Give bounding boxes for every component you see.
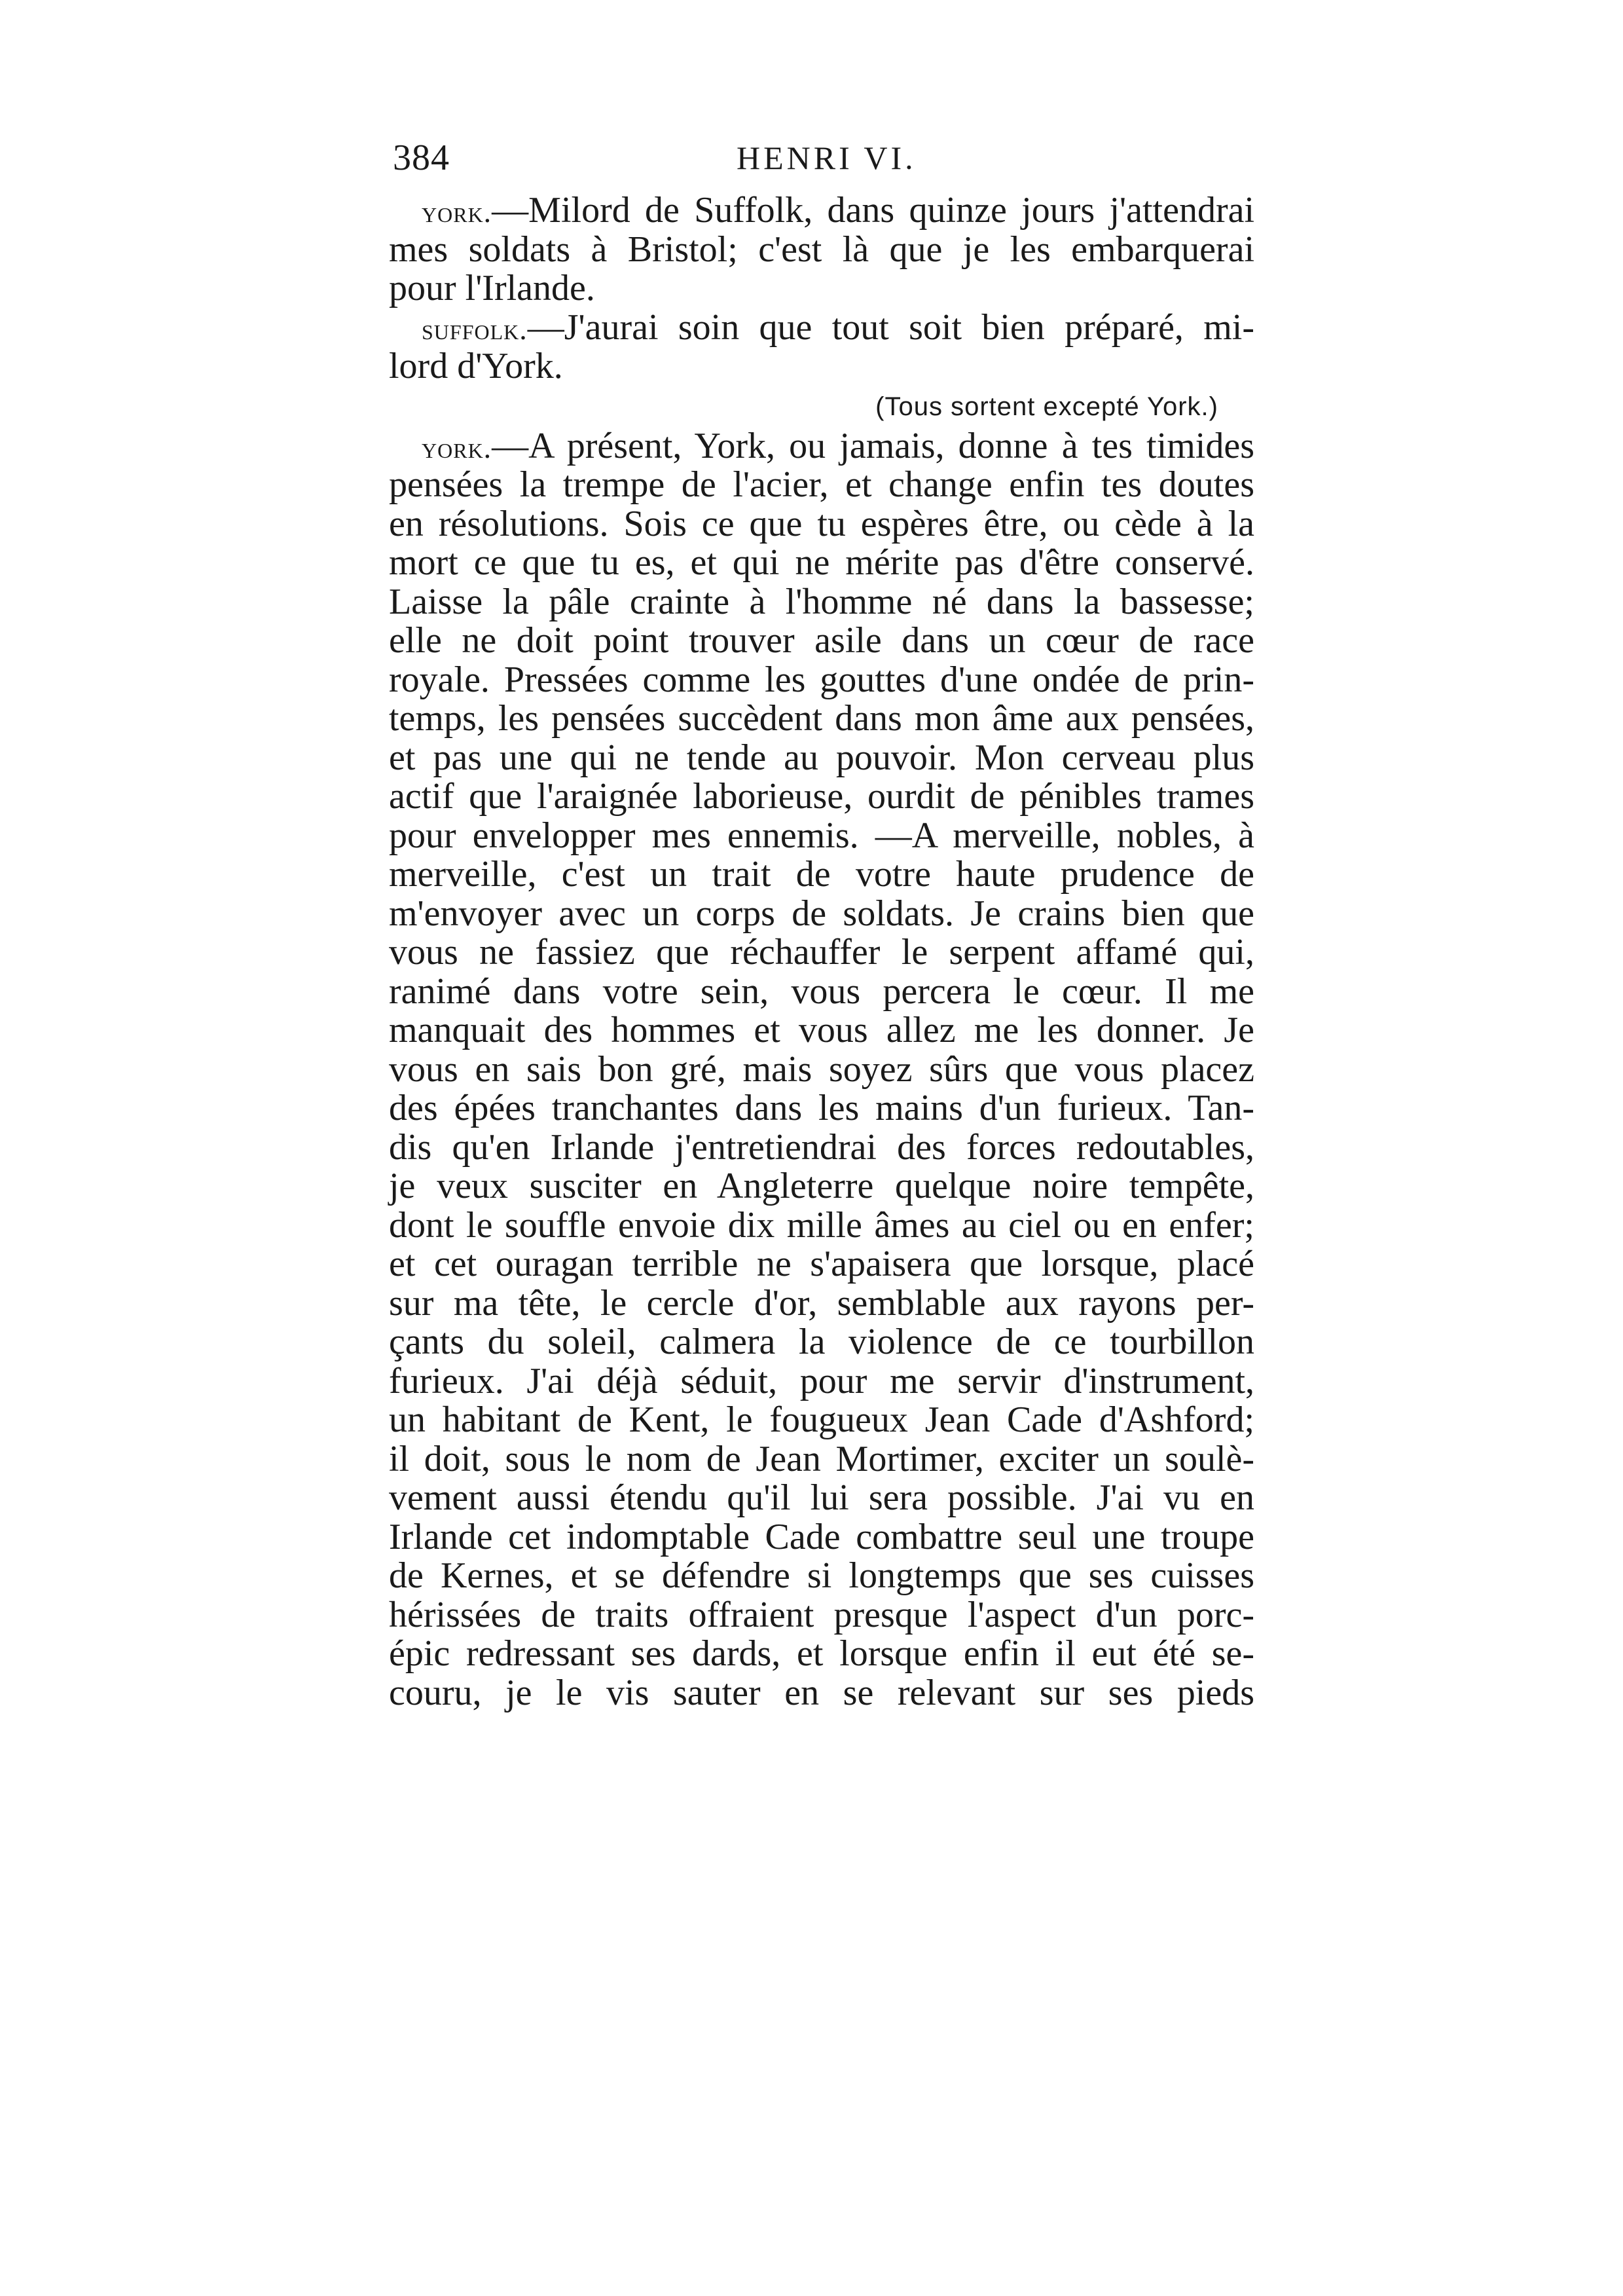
speech-text: —J'aurai soin que tout soit bien préparé, mi- (527, 306, 1254, 348)
text-line: Laisse la pâle crainte à l'homme né dans la bassesse; (389, 581, 1254, 622)
speaker-name: york. (422, 195, 492, 229)
text-line: dont le souffle envoie dix mille âmes au ciel ou en enfer; (389, 1204, 1254, 1246)
text-line: temps, les pensées succèdent dans mon âme aux pensées, (389, 698, 1254, 739)
text-line: pensées la trempe de l'acier, et change enfin tes doutes (389, 464, 1254, 505)
text-line: des épées tranchantes dans les mains d'un furieux. Tan- (389, 1088, 1254, 1128)
text-line: Irlande cet indomptable Cade combattre seul une troupe (389, 1516, 1254, 1557)
text-line: couru, je le vis sauter en se relevant sur ses pieds (389, 1672, 1254, 1713)
text-line: épic redressant ses dards, et lorsque enfin il eut été se- (389, 1633, 1254, 1674)
speaker-name: suffolk. (422, 312, 528, 346)
text-line: ranimé dans votre sein, vous percera le cœur. Il me (389, 971, 1254, 1012)
text-line: vous ne fassiez que réchauffer le serpent affamé qui, (389, 932, 1254, 972)
body-text (389, 191, 1254, 1713)
text-line: elle ne doit point trouver asile dans un cœur de race (389, 620, 1254, 661)
text-line: mort ce que tu es, et qui ne mérite pas d'être conservé. (389, 542, 1254, 583)
text-line: je veux susciter en Angleterre quelque noire tempête, (389, 1166, 1254, 1206)
text-line: en résolutions. Sois ce que tu espères être, ou cède à la (389, 503, 1254, 544)
speaker-name: york. (422, 430, 492, 464)
text-line: lord d'York. (389, 346, 563, 386)
text-line: pour l'Irlande. (389, 268, 595, 308)
text-line: vement aussi étendu qu'il lui sera possible. J'ai vu en (389, 1477, 1254, 1518)
text-line: vous en sais bon gré, mais soyez sûrs que vous placez (389, 1048, 1254, 1090)
stage-direction: (Tous sortent excepté York.) (875, 392, 1218, 421)
text-line: mes soldats à Bristol; c'est là que je les embarquerai (389, 229, 1254, 270)
page-header (393, 128, 1254, 187)
text-line: sur ma tête, le cercle d'or, semblable aux rayons per- (389, 1282, 1254, 1324)
text-line: il doit, sous le nom de Jean Mortimer, exciter un soulè- (389, 1438, 1254, 1479)
speech-text: —Milord de Suffolk, dans quinze jours j'attendrai (492, 190, 1254, 231)
text-line: dis qu'en Irlande j'entretiendrai des forces redoutables, (389, 1126, 1254, 1168)
text-line: m'envoyer avec un corps de soldats. Je crains bien que (389, 893, 1254, 934)
text-line: merveille, c'est un trait de votre haute prudence de (389, 854, 1254, 895)
text-line (389, 427, 1254, 466)
text-line: et cet ouragan terrible ne s'apaisera que lorsque, placé (389, 1244, 1254, 1284)
text-line: furieux. J'ai déjà séduit, pour me servir d'instrument, (389, 1360, 1254, 1401)
text-line: hérissées de traits offraient presque l'aspect d'un porc- (389, 1594, 1254, 1635)
text-line: royale. Pressées comme les gouttes d'une ondée de prin- (389, 659, 1254, 700)
speech-text: —A présent, York, ou jamais, donne à tes timides (492, 425, 1254, 466)
text-line: un habitant de Kent, le fougueux Jean Cade d'Ashford; (389, 1399, 1254, 1440)
text-line: et pas une qui ne tende au pouvoir. Mon cerveau plus (389, 737, 1254, 778)
text-line: manquait des hommes et vous allez me les donner. Je (389, 1010, 1254, 1050)
text-line: de Kernes, et se défendre si longtemps que ses cuisses (389, 1555, 1254, 1596)
text-line (389, 308, 1254, 348)
running-title: HENRI VI. (737, 139, 917, 176)
text-line: pour envelopper mes ennemis. —A merveille, nobles, à (389, 815, 1254, 856)
text-line: actif que l'araignée laborieuse, ourdit de pénibles trames (389, 776, 1254, 817)
text-line: çants du soleil, calmera la violence de ce tourbillon (389, 1322, 1254, 1362)
text-line (389, 191, 1254, 231)
page-number: 384 (393, 138, 450, 178)
